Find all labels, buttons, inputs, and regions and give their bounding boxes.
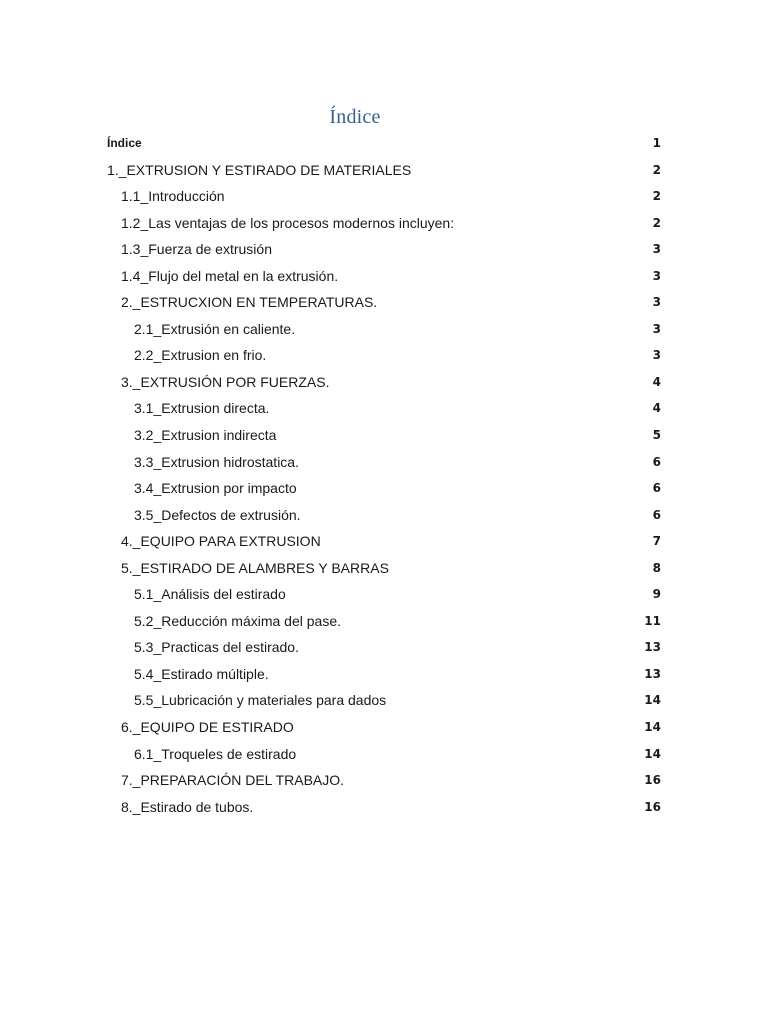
toc-entry-label: 1.3_Fuerza de extrusión: [121, 241, 272, 258]
toc-entry-label: 6._EQUIPO DE ESTIRADO: [121, 719, 294, 736]
toc-entry-page-number: 3: [652, 321, 661, 336]
toc-entry-label: 4._EQUIPO PARA EXTRUSION: [121, 533, 321, 550]
toc-entry[interactable]: [0, 581, 768, 608]
toc-entry[interactable]: [0, 608, 768, 635]
toc-entry-page-number: 16: [644, 799, 661, 814]
toc-entry[interactable]: [0, 342, 768, 369]
toc-entry-page-number: 16: [644, 773, 661, 788]
toc-entry-label: 5._ESTIRADO DE ALAMBRES Y BARRAS: [121, 559, 389, 576]
toc-entry-label: 3.4_Extrusion por impacto: [134, 480, 297, 497]
toc-entry[interactable]: [0, 661, 768, 688]
toc-entry-label: 2._ESTRUCXION EN TEMPERATURAS.: [121, 294, 378, 311]
toc-entry-label: 5.4_Estirado múltiple.: [134, 665, 269, 682]
toc-entry-page-number: 1: [652, 136, 661, 150]
toc-entry-label: 2.2_Extrusion en frio.: [134, 347, 267, 364]
toc-entry-page-number: 3: [652, 242, 661, 257]
toc-entry[interactable]: [0, 183, 768, 210]
toc-entry-page-number: 4: [652, 374, 661, 389]
toc-entry-page-number: 2: [652, 162, 661, 177]
toc-entry-label: 1._EXTRUSION Y ESTIRADO DE MATERIALES: [107, 161, 412, 178]
toc-entry-page-number: 8: [652, 560, 661, 575]
toc-entry[interactable]: [0, 634, 768, 661]
toc-entry[interactable]: [0, 741, 768, 768]
toc-entry-label: 1.4_Flujo del metal en la extrusión.: [121, 267, 339, 284]
toc-entry[interactable]: [0, 555, 768, 582]
toc-entry-label: 5.3_Practicas del estirado.: [134, 639, 299, 656]
toc-entry-label: 8._Estirado de tubos.: [121, 798, 254, 815]
toc-entry-page-number: 7: [652, 534, 661, 549]
toc-entry-label: Índice: [107, 136, 142, 150]
toc-entry-page-number: 6: [652, 454, 661, 469]
toc-entry[interactable]: [0, 289, 768, 316]
toc-entry-page-number: 6: [652, 507, 661, 522]
toc-entry-page-number: 13: [644, 666, 661, 681]
toc-entry[interactable]: [0, 475, 768, 502]
toc-entry-page-number: 14: [644, 720, 661, 735]
toc-entry-page-number: 11: [644, 613, 661, 628]
toc-entry[interactable]: [0, 263, 768, 290]
toc-entry[interactable]: [0, 316, 768, 343]
toc-entry[interactable]: [0, 236, 768, 263]
toc-entry[interactable]: [0, 502, 768, 529]
toc-entry-label: 2.1_Extrusión en caliente.: [134, 320, 296, 337]
toc-entry[interactable]: [0, 130, 768, 157]
toc-entry-label: 3.3_Extrusion hidrostatica.: [134, 453, 299, 470]
toc-entry-label: 7._PREPARACIÓN DEL TRABAJO.: [121, 772, 345, 789]
toc-entry-page-number: 5: [652, 428, 661, 443]
toc-entry-page-number: 3: [652, 348, 661, 363]
toc-entry[interactable]: [0, 767, 768, 794]
toc-entry[interactable]: [0, 395, 768, 422]
toc-entry-page-number: 9: [652, 587, 661, 602]
toc-entry[interactable]: [0, 794, 768, 821]
toc-entry-page-number: 14: [644, 693, 661, 708]
toc-entry-label: 1.1_Introducción: [121, 188, 225, 205]
toc-entry[interactable]: [0, 687, 768, 714]
toc-entry-label: 3._EXTRUSIÓN POR FUERZAS.: [121, 373, 330, 390]
toc-entry[interactable]: [0, 369, 768, 396]
table-of-contents: [0, 130, 768, 820]
toc-entry-label: 3.2_Extrusion indirecta: [134, 427, 277, 444]
page-title: Índice: [329, 106, 381, 128]
toc-entry[interactable]: [0, 422, 768, 449]
toc-entry-page-number: 2: [652, 215, 661, 230]
toc-entry-page-number: 14: [644, 746, 661, 761]
toc-entry-label: 5.1_Análisis del estirado: [134, 586, 286, 603]
toc-entry[interactable]: [0, 449, 768, 476]
toc-entry-page-number: 4: [652, 401, 661, 416]
toc-entry[interactable]: [0, 210, 768, 237]
toc-entry-label: 3.5_Defectos de extrusión.: [134, 506, 301, 523]
toc-entry[interactable]: [0, 528, 768, 555]
toc-entry-label: 1.2_Las ventajas de los procesos modernos incluyen:: [121, 214, 455, 231]
toc-entry-label: 5.2_Reducción máxima del pase.: [134, 612, 342, 629]
toc-entry-page-number: 3: [652, 268, 661, 283]
toc-entry-label: 5.5_Lubricación y materiales para dados: [134, 692, 387, 709]
toc-entry-page-number: 6: [652, 481, 661, 496]
toc-entry-label: 3.1_Extrusion directa.: [134, 400, 270, 417]
toc-entry-page-number: 3: [652, 295, 661, 310]
toc-entry-label: 6.1_Troqueles de estirado: [134, 745, 297, 762]
toc-entry-page-number: 13: [644, 640, 661, 655]
toc-entry[interactable]: [0, 714, 768, 741]
toc-entry-page-number: 2: [652, 189, 661, 204]
toc-entry[interactable]: [0, 157, 768, 184]
